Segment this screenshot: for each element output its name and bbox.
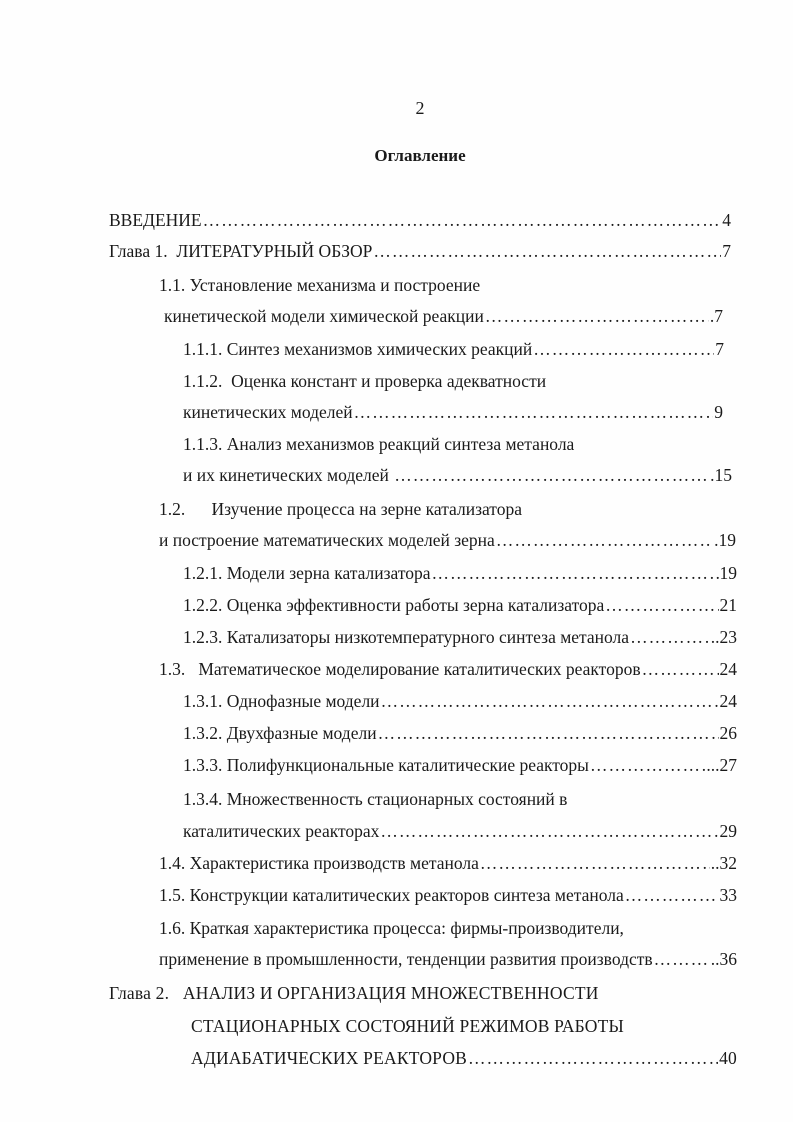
dot-leader xyxy=(496,529,713,551)
toc-entry-1-3-1[interactable] xyxy=(183,690,737,712)
toc-entry-page: .19 xyxy=(714,530,736,550)
toc-entry-text: кинетической модели химической реакции xyxy=(164,306,484,326)
toc-entry-page: 40 xyxy=(719,1048,737,1068)
toc-entry-page: .15 xyxy=(710,465,732,485)
toc-entry-page: ...27 xyxy=(706,755,737,775)
toc-entry-text: 1.3.3. Полифункциональные каталитические реакторы xyxy=(183,755,589,775)
dot-leader xyxy=(480,852,710,874)
toc-entry-text: 1.3.2. Двухфазные модели xyxy=(183,723,377,743)
dot-leader xyxy=(380,820,718,842)
toc-entry-page: 24 xyxy=(719,659,737,679)
dot-leader xyxy=(590,754,705,776)
dot-leader xyxy=(630,626,710,648)
toc-entry-text: каталитических реакторах xyxy=(183,821,380,841)
toc-entry-1-2-3[interactable] xyxy=(183,626,737,648)
toc-entry-page: 9 xyxy=(714,402,723,422)
toc-entry-text: 1.1.3. Анализ механизмов реакций синтеза метанола xyxy=(183,434,575,454)
toc-entry-1-4[interactable] xyxy=(159,852,737,874)
toc-entry-1-3-2[interactable] xyxy=(183,722,737,744)
toc-entry-1-2-2[interactable] xyxy=(183,594,737,616)
page-title: Оглавление xyxy=(374,146,466,165)
toc-entry-1-2-1[interactable] xyxy=(183,562,737,584)
dot-leader xyxy=(642,658,719,680)
toc-entry-1-6-line-1[interactable] xyxy=(159,917,737,939)
toc-entry-page: ..36 xyxy=(710,949,737,969)
toc-entry-1-1-2-line-1[interactable] xyxy=(183,370,723,392)
toc-entry-text: 1.1. Установление механизма и построение xyxy=(159,275,481,295)
dot-leader xyxy=(625,884,719,906)
toc-entry-page: .7 xyxy=(709,306,723,326)
toc-entry-text: применение в промышленности, тенденции развития производств xyxy=(159,949,653,969)
toc-entry-page: 29 xyxy=(719,821,737,841)
toc-entry-1-1-2-line-2[interactable] xyxy=(183,401,723,423)
toc-entry-1-1-line-2[interactable] xyxy=(164,305,723,327)
toc-entry-1-1-3-line-2[interactable] xyxy=(183,464,732,486)
toc-entry-1-3-4-line-2[interactable] xyxy=(183,820,737,842)
dot-leader xyxy=(203,209,722,231)
toc-entry-1-2-line-1[interactable] xyxy=(159,498,719,520)
toc-entry-page: ..23 xyxy=(710,627,737,647)
toc-entry-text: кинетических моделей xyxy=(183,402,353,422)
dot-leader xyxy=(378,722,719,744)
dot-leader xyxy=(394,464,709,486)
page-number: 2 xyxy=(415,98,425,118)
toc-entry-text: 1.2.2. Оценка эффективности работы зерна катализатора xyxy=(183,595,605,615)
toc-entry-text: 1.2.3. Катализаторы низкотемпературного синтеза метанола xyxy=(183,627,630,647)
toc-entry-1-1-line-1[interactable] xyxy=(159,274,719,296)
toc-entry-page: 21 xyxy=(719,595,737,615)
dot-leader xyxy=(485,305,709,327)
toc-entry-text: 1.1.1. Синтез механизмов химических реакций xyxy=(183,339,533,359)
dot-leader xyxy=(654,948,710,970)
dot-leader xyxy=(533,338,714,360)
toc-entry-page: 4 xyxy=(722,210,731,230)
toc-entry-text: 1.1.2. Оценка констант и проверка адекватности xyxy=(183,371,547,391)
toc-entry-chapter-1[interactable] xyxy=(109,240,731,262)
toc-entry-page: 26 xyxy=(719,723,737,743)
toc-entry-1-1-3-line-1[interactable] xyxy=(183,433,723,455)
toc-entry-chapter-2-line-3[interactable] xyxy=(191,1047,737,1069)
dot-leader xyxy=(354,401,714,423)
toc-entry-1-6-line-2[interactable] xyxy=(159,948,737,970)
toc-entry-text: 1.6. Краткая характеристика процесса: фирмы-производители, xyxy=(159,918,624,938)
toc-entry-1-1-1[interactable] xyxy=(183,338,724,360)
toc-entry-1-3-3[interactable] xyxy=(183,754,737,776)
toc-entry-1-5[interactable] xyxy=(159,884,737,906)
toc-entry-page: 33 xyxy=(719,885,737,905)
dot-leader xyxy=(468,1047,718,1069)
toc-entry-1-2-line-2[interactable] xyxy=(159,529,736,551)
toc-entry-text: 1.3.4. Множественность стационарных состояний в xyxy=(183,789,568,809)
dot-leader xyxy=(432,562,719,584)
toc-entry-text: Глава 1. ЛИТЕРАТУРНЫЙ ОБЗОР xyxy=(109,241,373,261)
toc-entry-1-3-4-line-1[interactable] xyxy=(183,788,723,810)
toc-entry-introduction[interactable] xyxy=(109,209,731,231)
toc-entry-chapter-2-line-1[interactable] xyxy=(109,982,737,1004)
toc-entry-text: 1.3.1. Однофазные модели xyxy=(183,691,380,711)
toc-entry-text: СТАЦИОНАРНЫХ СОСТОЯНИЙ РЕЖИМОВ РАБОТЫ xyxy=(191,1016,624,1036)
dot-leader xyxy=(381,690,719,712)
dot-leader xyxy=(605,594,718,616)
toc-entry-text: 1.3. Математическое моделирование каталитических реакторов xyxy=(159,659,641,679)
toc-entry-text: 1.5. Конструкции каталитических реакторов синтеза метанола xyxy=(159,885,624,905)
toc-entry-page: 7 xyxy=(722,241,731,261)
toc-entry-page: ..32 xyxy=(710,853,737,873)
toc-entry-page: 7 xyxy=(715,339,724,359)
toc-entry-page: 24 xyxy=(719,691,737,711)
toc-entry-text: Глава 2. АНАЛИЗ И ОРГАНИЗАЦИЯ МНОЖЕСТВЕННОСТИ xyxy=(109,983,599,1003)
toc-entry-text: 1.2. Изучение процесса на зерне катализатора xyxy=(159,499,522,519)
toc-entry-chapter-2-line-2[interactable] xyxy=(191,1015,737,1037)
toc-entry-text: ВВЕДЕНИЕ xyxy=(109,210,202,230)
toc-entry-1-3[interactable] xyxy=(159,658,737,680)
toc-entry-page: 19 xyxy=(719,563,737,583)
toc-entry-text: 1.4. Характеристика производств метанола xyxy=(159,853,479,873)
toc-entry-text: и их кинетических моделей xyxy=(183,465,394,485)
toc-entry-text: 1.2.1. Модели зерна катализатора xyxy=(183,563,431,583)
toc-entry-text: АДИАБАТИЧЕСКИХ РЕАКТОРОВ xyxy=(191,1048,468,1068)
toc-entry-text: и построение математических моделей зерна xyxy=(159,530,495,550)
dot-leader xyxy=(373,240,721,262)
